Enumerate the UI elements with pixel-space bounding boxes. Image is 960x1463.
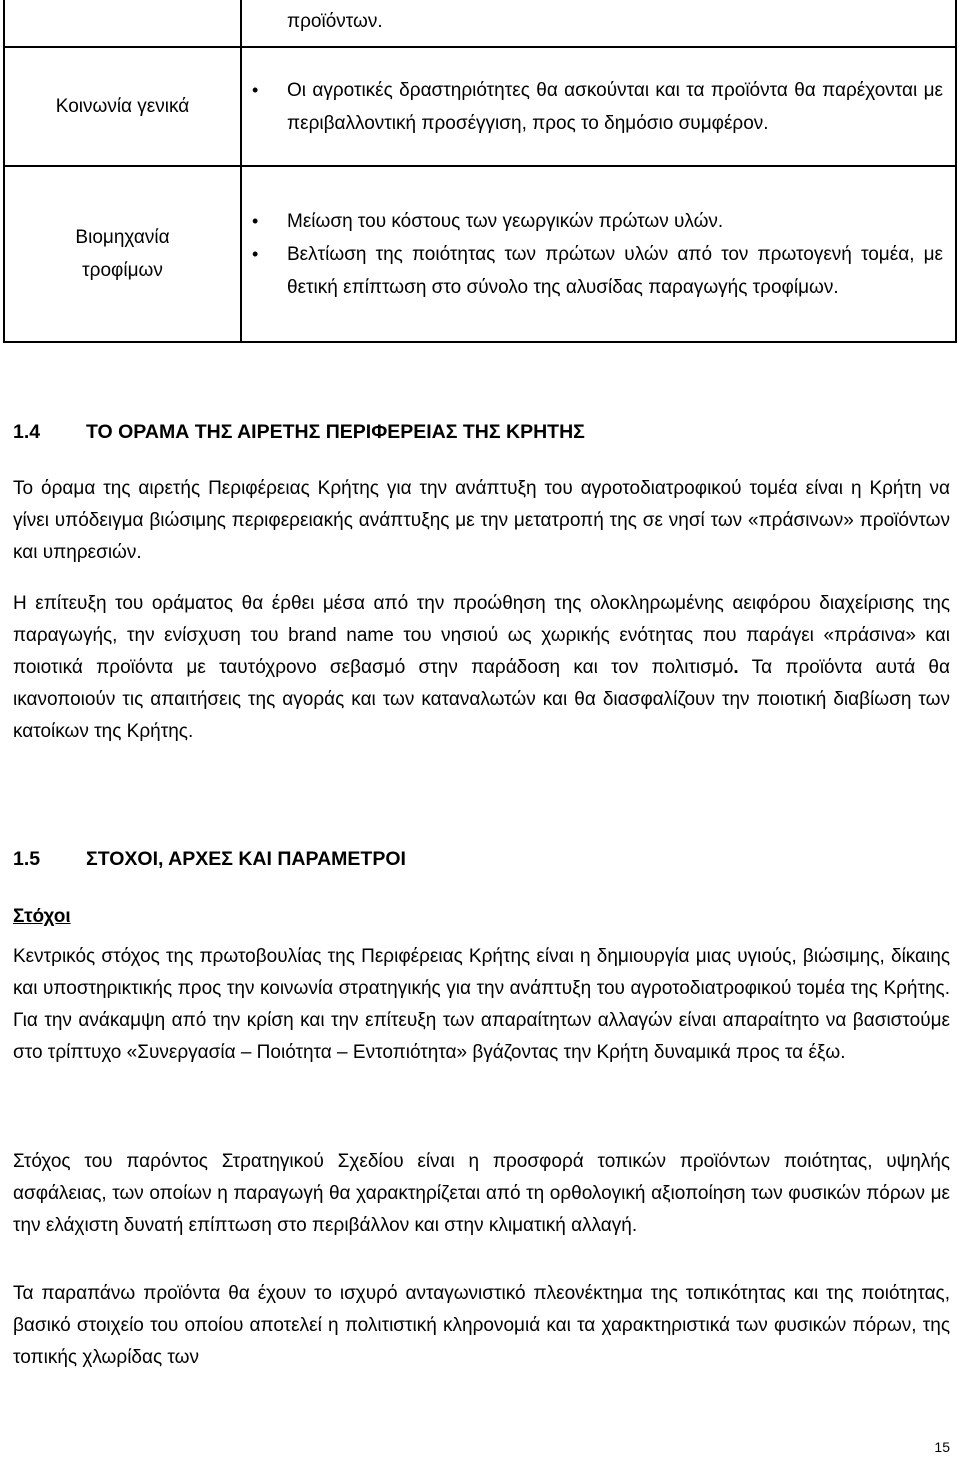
bullet-list <box>256 74 943 140</box>
section-number: 1.5 <box>13 848 41 870</box>
paragraph-text: Τα προϊόντα αυτά θα ικανοποιούν τις απαιτήσεις της αγοράς και των καταναλωτών και θα διασφαλίζουν την ποιοτική διαβίωση των κατοίκων της Κρήτης. <box>13 657 950 742</box>
vision-achievement-paragraph <box>13 588 950 748</box>
vision-paragraph: Το όραμα της αιρετής Περιφέρειας Κρήτης για την ανάπτυξη του αγροτοδιατροφικού τομέα είναι η Κρήτη να γίνει υπόδειγμα βιώσιμης περιφερειακής ανάπτυξης με την μετατροπή της σε νησί των «πράσινων» προϊόντων και υπηρεσιών. <box>13 478 950 563</box>
table-description-cell <box>241 47 956 166</box>
list-item: • Βελτίωση της ποιότητας των πρώτων υλών από τον πρωτογενή τομέα, με θετική επίπτωση στο σύνολο της αλυσίδας παραγωγής τροφίμων. <box>256 238 943 304</box>
table-category-label: Βιομηχανία τροφίμων <box>75 227 170 281</box>
goals-paragraph-1: Κεντρικός στόχος της πρωτοβουλίας της Περιφέρειας Κρήτης είναι η δημιουργία μιας υγιούς, βιώσιμης, δίκαιης και υποστηρικτικής προς την κοινωνία στρατηγικής για την ανάπτυξη του αγροτοδιατροφικού τομέα της Κρήτης. Για την ανάκαμψη από την κρίση και την επίτευξη των απαραίτητων αλλαγών είναι απαραίτητο να βασιστούμε στο τρίπτυχο «Συνεργασία – Ποιότητα – Εντοπιότητα» βγάζοντας την Κρήτη δυναμικά προς τα έξω. <box>13 946 950 1063</box>
goals-subheading: Στόχοι <box>13 906 71 927</box>
table-category-cell <box>4 0 241 47</box>
section-heading-1-4 <box>13 417 585 447</box>
bullet-list <box>256 205 943 304</box>
table-continuation-text: προϊόντων. <box>287 10 383 32</box>
paragraph-text: Η επίτευξη του οράματος θα έρθει μέσα από την προώθηση της ολοκληρωμένης αειφόρου διαχείρισης της παραγωγής, την ενίσχυση του brand name του νησιού ως χωρικής ενότητας που παράγει «πράσινα» και ποιοτικά προϊόντα με ταυτόχρονο σεβασμό στην παράδοση και τον πολιτισμό <box>13 593 950 678</box>
table-description-cell <box>241 166 956 342</box>
list-item: • Μείωση του κόστους των γεωργικών πρώτων υλών. <box>256 205 943 238</box>
goals-paragraph-3: Τα παραπάνω προϊόντα θα έχουν το ισχυρό ανταγωνιστικό πλεονέκτημα της τοπικότητας και της ποιότητας, βασικό στοιχείο του οποίου αποτελεί η πολιτιστική κληρονομιά και τα χαρακτηριστικά των φυσικών πόρων, της τοπικής χλωρίδας των <box>13 1283 950 1368</box>
table-category-cell <box>4 166 241 342</box>
section-title: ΤΟ ΟΡΑΜΑ ΤΗΣ ΑΙΡΕΤΗΣ ΠΕΡΙΦΕΡΕΙΑΣ ΤΗΣ ΚΡΗΤΗΣ <box>86 421 585 443</box>
bold-period: . <box>733 657 739 678</box>
benefits-table <box>3 0 957 343</box>
list-item: • Οι αγροτικές δραστηριότητες θα ασκούνται και τα προϊόντα θα παρέχονται με περιβαλλοντική προσέγγιση, προς το δημόσιο συμφέρον. <box>256 74 943 140</box>
table-category-cell: Κοινωνία γενικά <box>4 47 241 166</box>
page-number: 15 <box>934 1439 950 1455</box>
section-heading-1-5 <box>13 844 406 874</box>
table-row <box>4 47 956 166</box>
section-number: 1.4 <box>13 421 41 443</box>
table-description-cell <box>241 0 956 47</box>
section-title: ΣΤΟΧΟΙ, ΑΡΧΕΣ ΚΑΙ ΠΑΡΑΜΕΤΡΟΙ <box>86 848 406 870</box>
table-row <box>4 166 956 342</box>
table-row <box>4 0 956 47</box>
goals-paragraph-2: Στόχος του παρόντος Στρατηγικού Σχεδίου είναι η προσφορά τοπικών προϊόντων ποιότητας, υψηλής ασφάλειας, των οποίων η παραγωγή θα χαρακτηρίζεται από τη ορθολογική αξιοποίηση των φυσικών πόρων με την ελάχιστη δυνατή επίπτωση στο περιβάλλον και στην κλιματική αλλαγή. <box>13 1151 950 1236</box>
